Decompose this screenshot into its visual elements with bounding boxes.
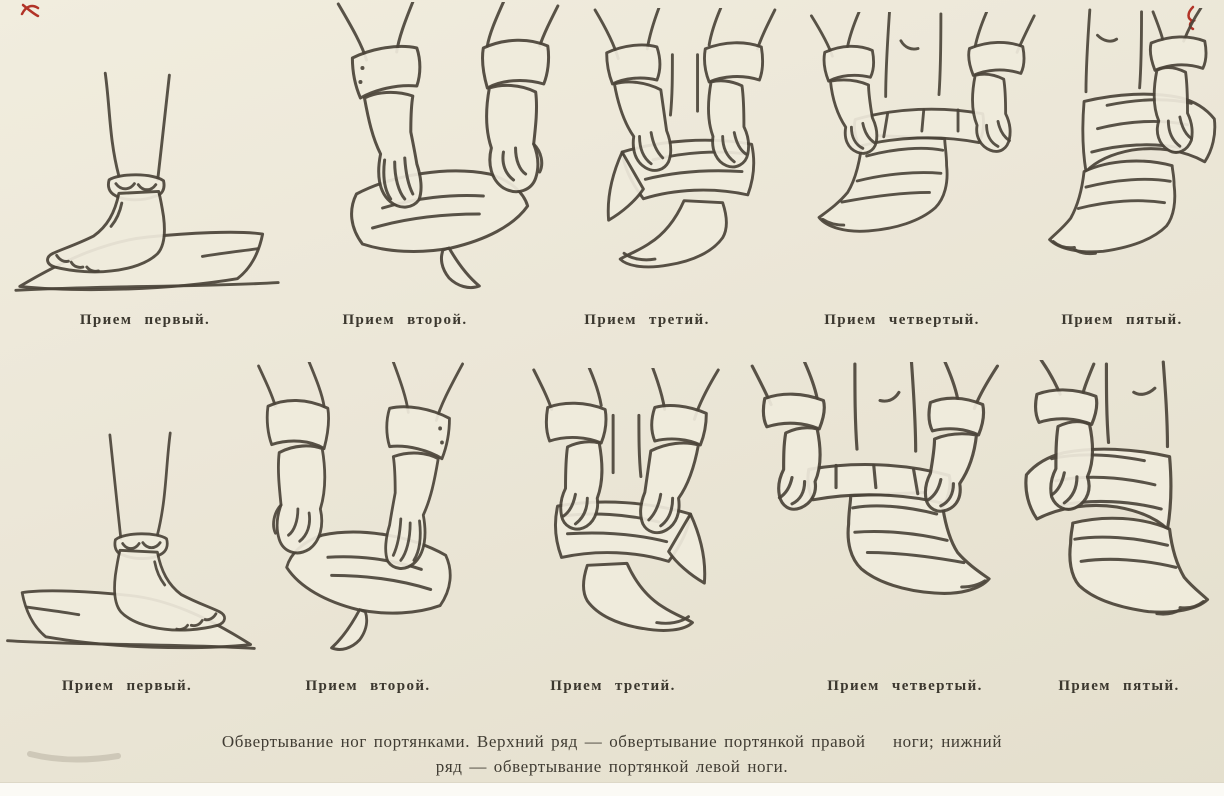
caption-bottom-step-3: Прием третий.: [550, 678, 676, 694]
caption-top-step-1: Прием первый.: [79, 312, 211, 328]
caption-top-step-2: Прием второй.: [342, 312, 468, 328]
red-scan-mark-left: [20, 2, 40, 19]
illustration-top-step-5-finishing-wrap: [1040, 8, 1222, 300]
illustration-bottom-step-4-wrap-around-ankle: [748, 362, 1010, 666]
caption-top-step-4: Прием четвертый.: [824, 312, 980, 328]
caption-bottom-step-5: Прием пятый.: [1058, 678, 1180, 694]
illustration-top-step-4-wrap-around-ankle: [800, 12, 1038, 300]
illustration-bottom-step-2-hands-wrapping: [238, 362, 500, 664]
illustration-bottom-step-5-finishing-wrap: [1018, 360, 1218, 662]
figure-caption: [62, 729, 1162, 779]
caption-bottom-step-4: Прием четвертый.: [827, 678, 983, 694]
illustration-bottom-step-1-foot-on-cloth: [2, 408, 258, 658]
caption-bottom-step-2: Прием второй.: [305, 678, 431, 694]
caption-bottom-step-1: Прием первый.: [61, 678, 193, 694]
figure-caption-line-2: ряд — обвертывание портянкой левой ноги.: [435, 757, 789, 776]
figure-caption-line-1: Обвертывание ног портянками. Верхний ряд — обвертывание портянкой правой ноги; нижний: [221, 732, 1003, 751]
caption-top-step-3: Прием третий.: [584, 312, 710, 328]
illustration-bottom-step-3-cloth-over-instep: [508, 368, 746, 664]
illustration-top-step-1-foot-on-cloth: [12, 48, 284, 300]
caption-top-step-5: Прием пятый.: [1061, 312, 1183, 328]
illustration-top-step-2-hands-wrapping: [298, 2, 580, 302]
illustration-top-step-3-cloth-over-instep: [568, 8, 800, 300]
page-edge-strip: [0, 782, 1224, 796]
